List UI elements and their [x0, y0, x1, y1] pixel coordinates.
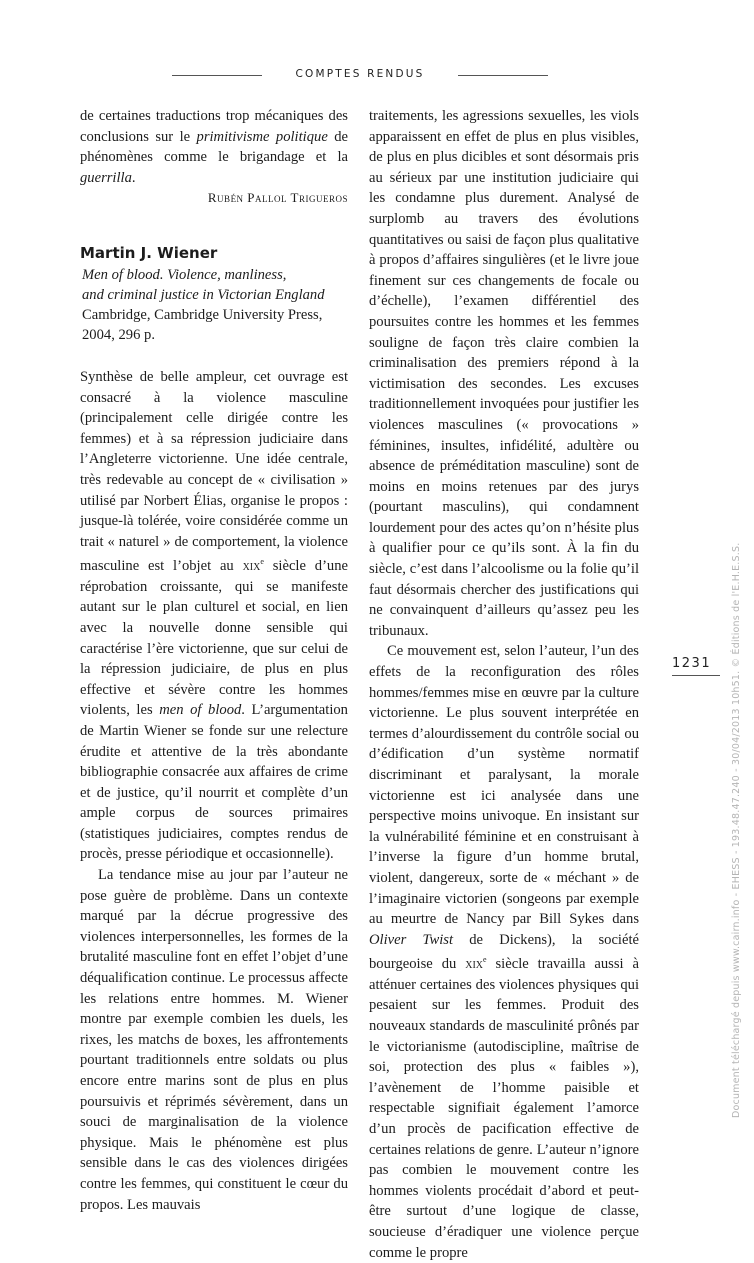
review-paragraph-2-continued: traitements, les agressions sexuelles, les viols apparaissent en effet de plus en plus visibles, de plus en plus dicibles et sont désormais pris au sérieux par une institution judiciaire qui les condamne plus durement. Analysé de surplomb au travers des évolutions quantitatives ou saisi de façon plus qualitative à propos d’affaires singulières (et le livre joue finement sur ces changements de focale ou d’échelle), l’examen différentiel des poursuites contre les hommes et les femmes souligne de façon très claire combien la criminalisation des premiers répond à la victimisation des secondes. Les excuses traditionnellement invoquées pour justifier les violences masculines (« provocations » féminines, insultes, infidélité, adultère ou absence de préméditation masculine) sont de moins en moins retenues par des jurys (pourtant masculins), qui condamnent lourdement pour des actes qu’on n’hésite plus à qualifier pour ce qu’ils sont. À la fin du siècle, c’est dans l’alcoolisme ou la folie qu’il faut désormais chercher des justifications qui ne convainquent d’ailleurs qu’assez peu les tribunaux.	[369, 108, 639, 639]
book-year-pages: 2004, 296 p.	[82, 326, 155, 343]
review-paragraph-1: Synthèse de belle ampleur, cet ouvrage est consacré à la violence masculine (principalement celle dirigée contre les femmes) et à sa répression judiciaire dans l’Angleterre victorienne. Une idée centrale, très redevable au concept de « civilisation » utilisé par Norbert Élias, organise le propos : jusque-là tolérée, voire considérée comme un trait « naturel » de comportement, la violence masculine est l’objet au xix$^e$ siècle d’une réprobation croissante, qui se manifeste autant sur le plan culturel et social, en lien avec la nouvelle donne sensible qui caractérise l’ère victorienne, que sur celui de la répression judiciaire, de plus en plus effective et sévère contre les hommes violents, les men of blood. L’argumentation de Martin Wiener se fonde sur une relecture érudite et attentive de la très abondante bibliographie consacrée aux affaires de crime et de justice, qu’il nourrit et complète d’un ample corpus de sources primaires (statistiques judiciaires, comptes rendus de procès, presse périodique et occasionnelle).	[80, 368, 349, 863]
right-column	[369, 106, 639, 1263]
running-head-title: COMPTES RENDUS	[295, 68, 425, 80]
book-title-line-2: and criminal justice in Victorian England	[82, 286, 325, 303]
review-heading	[80, 243, 348, 345]
previous-review-ending: de certaines traductions trop mécaniques des conclusions sur le primitivisme politique de phénomènes comme le brigandage et la guerrilla.	[80, 108, 348, 186]
book-title-line-1: Men of blood. Violence, manliness,	[82, 266, 287, 283]
reviewer-signature: Rubén Pallol Trigueros	[207, 190, 348, 206]
review-paragraph-3: Ce mouvement est, selon l’auteur, l’un des effets de la reconfiguration des rôles hommes/femmes mise en œuvre par la culture victorienne. Le plus souvent interprétée en termes d’alourdissement du contrôle social ou d’édification d’un système normatif discriminant et paralysant, la morale victorienne est ici analysée dans une perspective moins univoque. En insistant sur la vulnérabilité féminine et en construisant à l’inverse la figure d’un homme brutal, violent, dangereux, sorte de « méchant » de l’imaginaire victorien (songeons par exemple au meurtre de Nancy par Bill Sykes dans Oliver Twist de Dickens), la société bourgeoise du xix$^e$ siècle travailla aussi à atténuer certaines des violences physiques qui pesaient sur les femmes. Produit des nouveaux standards de masculinité prônés par le victorianisme (autodiscipline, maîtrise de soi, protection des plus « faibles »), l’avènement de l’homme paisible et respectable signifiait également l’amorce d’un procès de pacification effective de certaines relations de genre. L’auteur n’ignore pas combien le mouvement contre les hommes violents procédait d’abord et peut-être surtout d’une logique de classe, soucieuse d’éradiquer une violence perçue comme le propre	[369, 643, 639, 1261]
download-watermark: Document téléchargé depuis www.cairn.info - EHESS - 193.48.47.240 - 30/04/2013 10h51. © Éditions de l'E.H.E.S.S.	[731, 542, 742, 1118]
left-column	[80, 106, 348, 1215]
book-reference	[80, 265, 348, 345]
page-number: 1231	[672, 656, 728, 676]
book-author: Martin J. Wiener	[80, 243, 218, 262]
review-paragraph-2: La tendance mise au jour par l’auteur ne pose guère de problème. Dans un contexte marqué par la décrue progressive des violences interpersonnelles, les formes de la brutalité masculine font en effet l’objet d’une déqualification continue. Le processus affecte les relations entre hommes. M. Wiener montre par exemple combien les duels, les rixes, les matchs de boxes, les affrontements pourtant traditionnels entre soldats ou plus encore entre marins sont de plus en plus poursuivis et réprimés sévèrement, dans un souci de marginalisation de la violence physique. Mais le phénomène est plus sensible dans le cas des violences dirigées contre les femmes, qui constituent le cœur du propos. Les mauvais	[80, 867, 348, 1213]
running-header	[0, 66, 754, 86]
header-rule-right	[458, 75, 548, 76]
page-number-rule	[672, 675, 720, 676]
header-rule-left	[172, 75, 262, 76]
book-publisher: Cambridge, Cambridge University Press,	[82, 306, 323, 323]
